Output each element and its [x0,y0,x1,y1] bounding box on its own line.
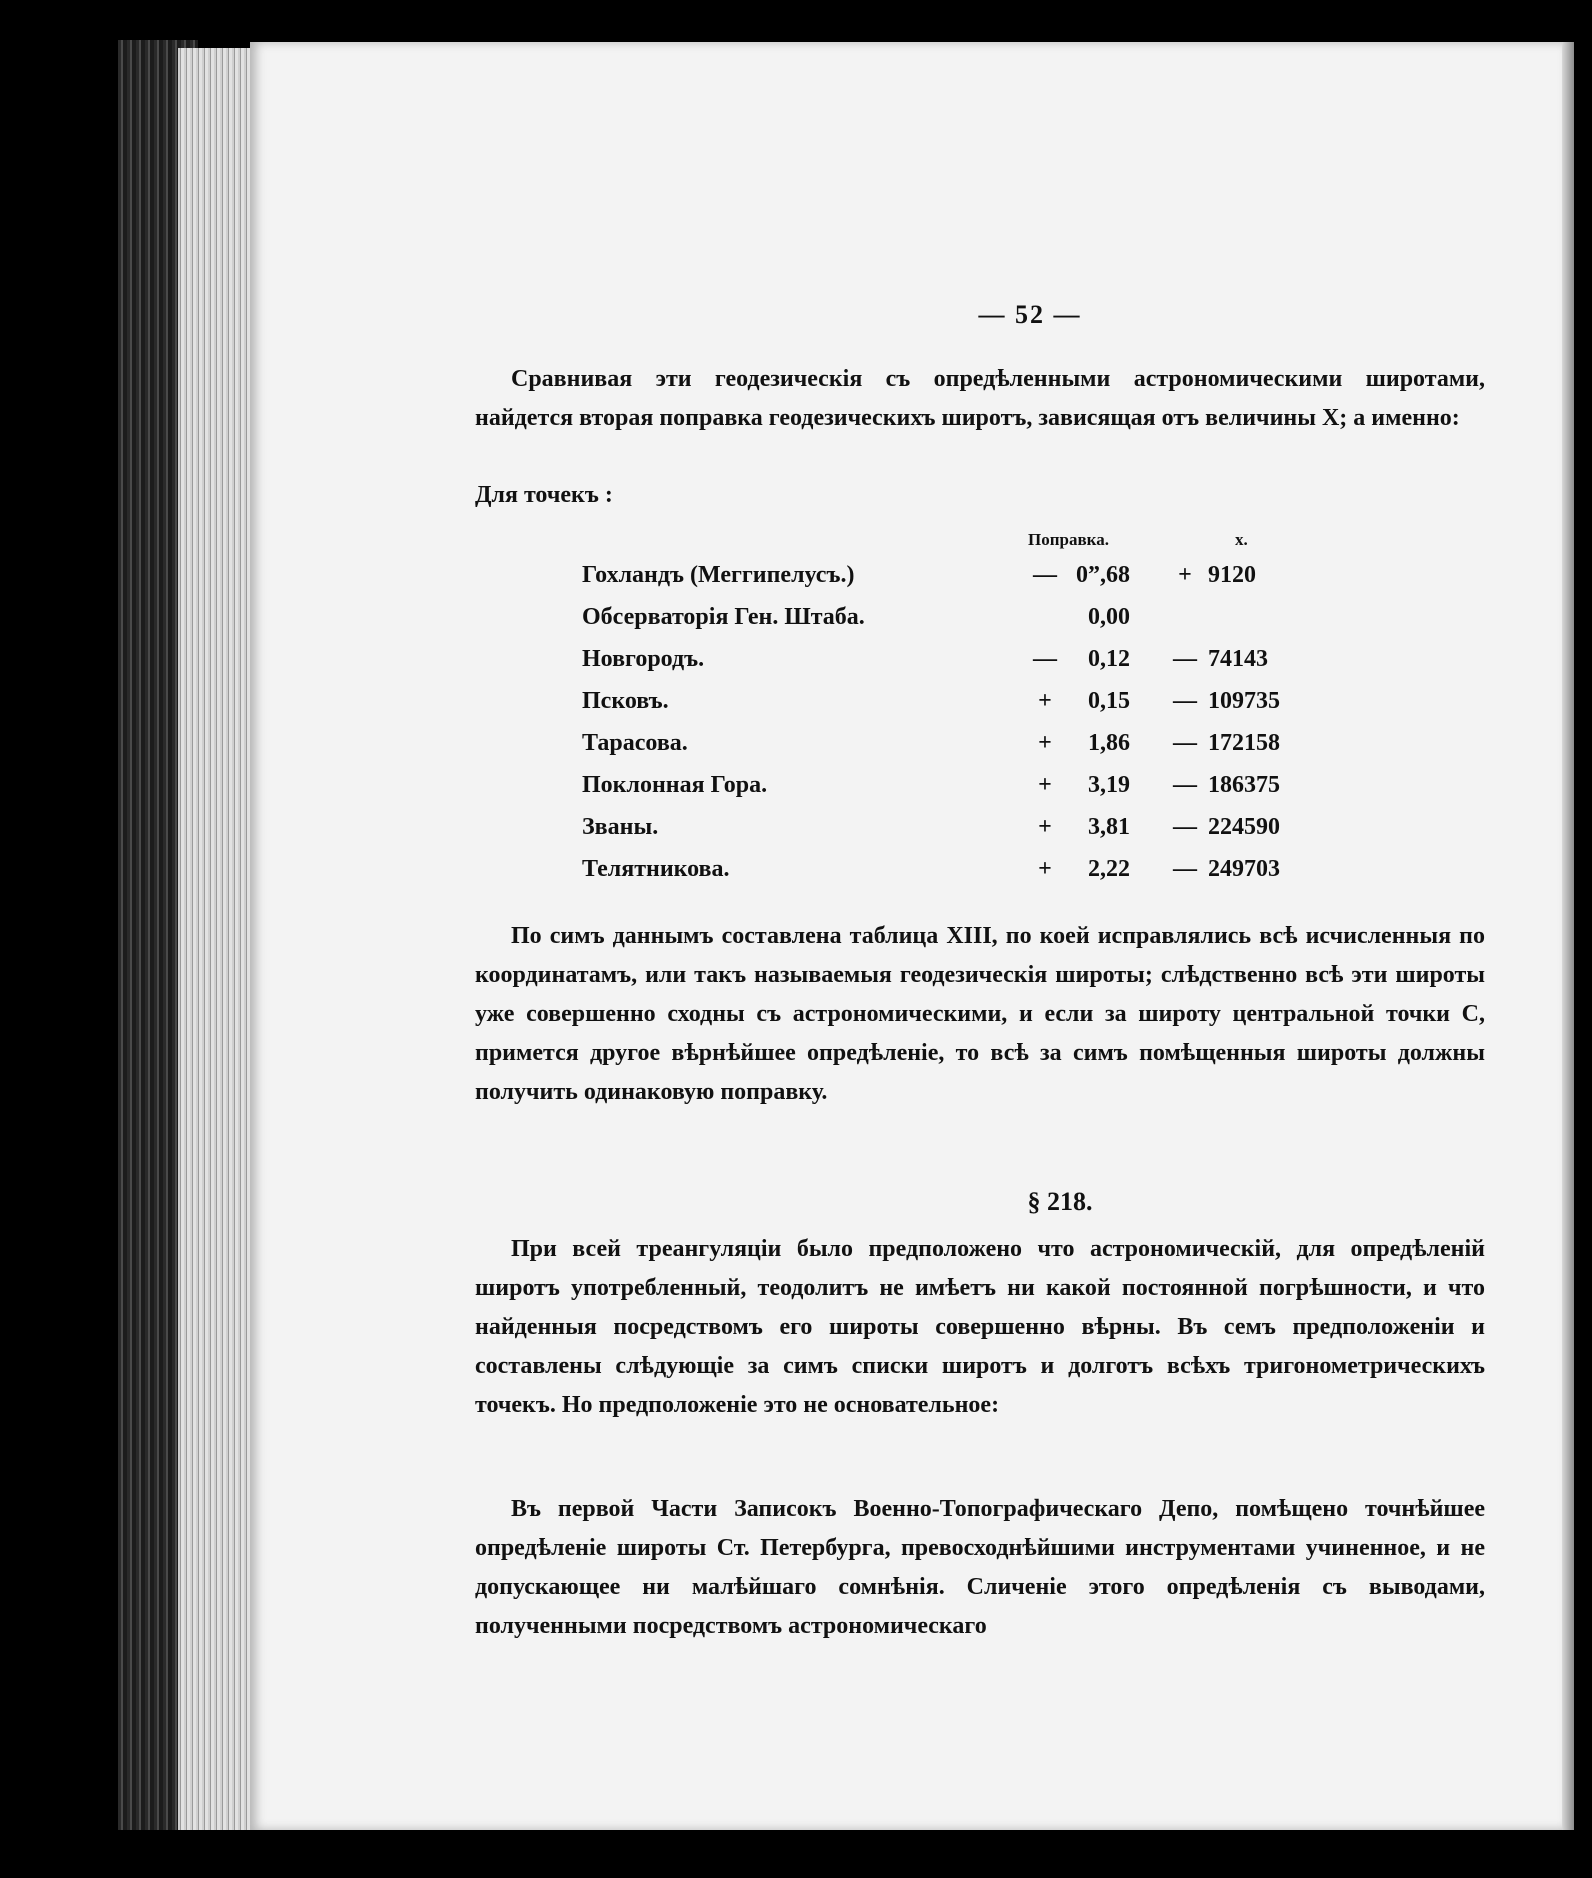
intro-text: Сравнивая эти геодезическія съ опредѣленными астрономическими широтами, найдется вторая поправка геодезическихъ широтъ, зависящая отъ величины X; а именно: [475,366,1485,431]
x-value: 109735 [1208,688,1280,714]
for-points-label: Для точекъ : [475,482,613,508]
x-sign: + [1178,562,1192,588]
correction-value: 0,15 [1088,688,1130,714]
correction-sign: — [1033,646,1057,672]
point-name: Гохландъ (Меггипелусъ.) [582,562,855,588]
point-name: Обсерваторія Ген. Штаба. [582,604,865,630]
point-name: Телятникова. [582,856,730,882]
book-page [250,42,1562,1830]
page-stack-edge [178,48,258,1830]
correction-sign: + [1038,688,1052,714]
x-value: 74143 [1208,646,1268,672]
first-part-text: Въ первой Части Записокъ Военно-Топографическаго Депо, помѣщено точнѣйшее опредѣленіе широты Ст. Петербурга, превосходнѣйшими инструментами учиненное, и не допускающее ни малѣйшаго сомнѣнія. Сличеніе этого опредѣленія съ выводами, полученными посредствомъ астрономическаго [475,1496,1485,1639]
correction-value: 3,19 [1088,772,1130,798]
correction-value: 3,81 [1088,814,1130,840]
x-sign: — [1173,646,1197,672]
page-right-edge [1562,42,1574,1830]
x-sign: — [1173,730,1197,756]
table-row [250,688,1562,726]
page-number: — 52 — [978,300,1082,329]
point-name: Поклонная Гора. [582,772,768,798]
table-row [250,730,1562,768]
correction-value: 0”,68 [1076,562,1130,588]
after-table-text: По симъ даннымъ составлена таблица XIII, по коей исправлялись всѣ исчисленныя по координатамъ, или такъ называемыя геодезическія широты; слѣдственно всѣ эти широты уже совершенно сходны съ астрономическими, и если за широту центральной точки С, примется другое вѣрнѣйшее опредѣленіе, то всѣ за симъ помѣщенныя широты должны получить одинаковую поправку. [475,923,1485,1105]
table-row [250,646,1562,684]
section-heading: § 218. [1027,1187,1093,1216]
x-value: 172158 [1208,730,1280,756]
correction-sign: + [1038,772,1052,798]
first-part-paragraph [475,1490,1485,1646]
x-value: 9120 [1208,562,1256,588]
correction-value: 2,22 [1088,856,1130,882]
after-table-paragraph [475,917,1485,1112]
intro-paragraph [475,360,1485,438]
point-name: Званы. [582,814,659,840]
x-sign: — [1173,814,1197,840]
correction-sign: — [1033,562,1057,588]
correction-value: 0,00 [1088,604,1130,630]
x-value: 224590 [1208,814,1280,840]
point-name: Псковъ. [582,688,669,714]
x-sign: — [1173,856,1197,882]
table-row [250,814,1562,852]
correction-sign: + [1038,730,1052,756]
table-row [250,562,1562,600]
section-218-paragraph [475,1230,1485,1425]
point-name: Тарасова. [582,730,688,756]
correction-sign: + [1038,856,1052,882]
x-value: 249703 [1208,856,1280,882]
point-name: Новгородъ. [582,646,705,672]
x-sign: — [1173,688,1197,714]
correction-value: 1,86 [1088,730,1130,756]
x-sign: — [1173,772,1197,798]
table-row [250,772,1562,810]
table-row [250,856,1562,894]
table-row [250,604,1562,642]
x-value: 186375 [1208,772,1280,798]
correction-sign: + [1038,814,1052,840]
correction-value: 0,12 [1088,646,1130,672]
section-218-text: При всей треангуляціи было предположено что астрономическій, для опредѣленій широтъ употребленный, теодолитъ не имѣетъ ни какой постоянной погрѣшности, и что найденныя посредствомъ его широты совершенно вѣрны. Въ семъ предположеніи и составлены слѣдующіе за симъ списки широтъ и долготъ всѣхъ тригонометрическихъ точекъ. Но предположеніе это не основательное: [475,1236,1485,1418]
x-column-header: x. [1235,530,1248,549]
correction-column-header: Поправка. [1028,530,1109,549]
